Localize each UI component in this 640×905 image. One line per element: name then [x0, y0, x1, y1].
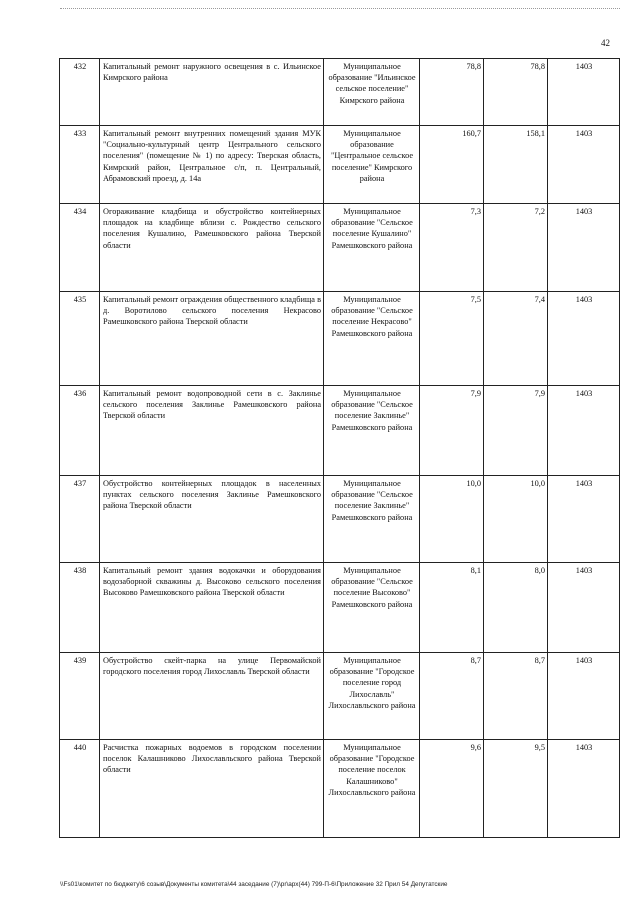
table-row	[60, 740, 620, 838]
amount-actual: 7,2	[484, 204, 548, 292]
budget-code: 1403	[548, 126, 620, 204]
project-name: Капитальный ремонт наружного освещения в с. Ильинское Кимрского района	[100, 59, 324, 126]
amount-planned: 160,7	[420, 126, 484, 204]
amount-actual: 8,0	[484, 563, 548, 653]
amount-planned: 8,1	[420, 563, 484, 653]
budget-code: 1403	[548, 563, 620, 653]
budget-code: 1403	[548, 59, 620, 126]
table-row	[60, 563, 620, 653]
amount-planned: 7,3	[420, 204, 484, 292]
row-number: 433	[60, 126, 100, 204]
row-number: 435	[60, 292, 100, 386]
amount-planned: 8,7	[420, 653, 484, 740]
amount-planned: 10,0	[420, 476, 484, 563]
row-number: 437	[60, 476, 100, 563]
amount-actual: 10,0	[484, 476, 548, 563]
budget-code: 1403	[548, 740, 620, 838]
budget-code: 1403	[548, 292, 620, 386]
project-name: Огораживание кладбища и обустройство контейнерных площадок на кладбище вблизи с. Рождество сельского поселения Кушалино, Рамешковского района Тверской области	[100, 204, 324, 292]
file-path-footer: \\Fs01\комитет по бюджету\6 созыв\Документы комитета\44 заседание (7)\pr\арх(44) 799-П-6\Приложение 32 Прил 54 Депутатские	[60, 881, 448, 888]
project-name: Капитальный ремонт водопроводной сети в с. Заклинье сельского поселения Заклинье Рамешковского района Тверской области	[100, 386, 324, 476]
table-row	[60, 386, 620, 476]
amount-actual: 158,1	[484, 126, 548, 204]
table-row	[60, 292, 620, 386]
municipality: Муниципальное образование "Сельское поселение Кушалино" Рамешковского района	[324, 204, 420, 292]
table-row	[60, 204, 620, 292]
row-number: 434	[60, 204, 100, 292]
row-number: 436	[60, 386, 100, 476]
amount-planned: 9,6	[420, 740, 484, 838]
project-name: Расчистка пожарных водоемов в городском поселении поселок Калашниково Лихославльского района Тверской области	[100, 740, 324, 838]
row-number: 438	[60, 563, 100, 653]
municipality: Муниципальное образование "Сельское поселение Высоково" Рамешковского района	[324, 563, 420, 653]
amount-actual: 8,7	[484, 653, 548, 740]
amount-planned: 7,5	[420, 292, 484, 386]
budget-code: 1403	[548, 386, 620, 476]
table-row	[60, 653, 620, 740]
amount-planned: 78,8	[420, 59, 484, 126]
budget-code: 1403	[548, 653, 620, 740]
row-number: 439	[60, 653, 100, 740]
municipality: Муниципальное образование "Городское поселение город Лихославль" Лихославльского района	[324, 653, 420, 740]
municipality: Муниципальное образование "Сельское поселение Заклинье" Рамешковского района	[324, 386, 420, 476]
amount-actual: 9,5	[484, 740, 548, 838]
project-name: Обустройство скейт-парка на улице Первомайской городского поселения город Лихославль Тверской области	[100, 653, 324, 740]
row-number: 440	[60, 740, 100, 838]
municipality: Муниципальное образование "Сельское поселение Заклинье" Рамешковского района	[324, 476, 420, 563]
appendix-table	[59, 58, 620, 838]
table-row	[60, 476, 620, 563]
project-name: Капитальный ремонт внутренних помещений здания МУК "Социально-культурный центр Центрального сельского поселения" (помещение № 1) по адресу: Тверская область, Кимрский район, Центральное с/п, п. Центральный, Абрамовский проезд, д. 14а	[100, 126, 324, 204]
budget-code: 1403	[548, 204, 620, 292]
scan-top-edge	[60, 8, 620, 9]
budget-code: 1403	[548, 476, 620, 563]
municipality: Муниципальное образование "Сельское поселение Некрасово" Рамешковского района	[324, 292, 420, 386]
amount-actual: 78,8	[484, 59, 548, 126]
page-number: 42	[601, 38, 610, 48]
municipality: Муниципальное образование "Ильинское сельское поселение" Кимрского района	[324, 59, 420, 126]
table-row	[60, 126, 620, 204]
project-name: Обустройство контейнерных площадок в населенных пунктах сельского поселения Заклинье Рамешковского района Тверской области	[100, 476, 324, 563]
project-name: Капитальный ремонт здания водокачки и оборудования водозаборной скважины д. Высоково сельского поселения Высоково Рамешковского района Тверской области	[100, 563, 324, 653]
row-number: 432	[60, 59, 100, 126]
project-name: Капитальный ремонт ограждения общественного кладбища в д. Воротилово сельского поселения Некрасово Рамешковского района Тверской области	[100, 292, 324, 386]
municipality: Муниципальное образование "Центральное сельское поселение" Кимрского района	[324, 126, 420, 204]
amount-actual: 7,9	[484, 386, 548, 476]
municipality: Муниципальное образование "Городское поселение поселок Калашниково" Лихославльского района	[324, 740, 420, 838]
table-row	[60, 59, 620, 126]
amount-actual: 7,4	[484, 292, 548, 386]
amount-planned: 7,9	[420, 386, 484, 476]
